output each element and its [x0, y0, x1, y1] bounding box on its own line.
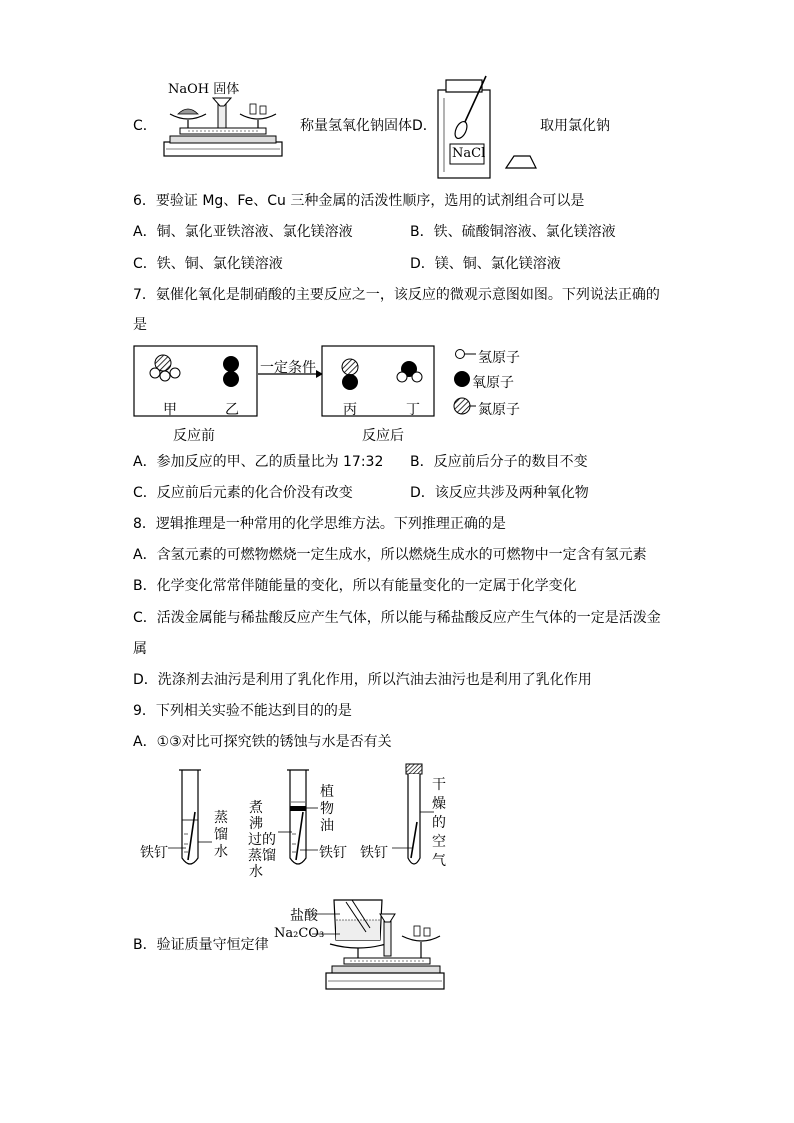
na2co3-label: Na₂CO₃ [274, 926, 325, 941]
legend-oxygen: 氧原子 [472, 375, 514, 391]
q8-option-d: D．洗涤剂去油污是利用了乳化作用，所以汽油去油污也是利用了乳化作用 [133, 672, 592, 688]
test-tubes-figure [170, 762, 440, 874]
legend-hydrogen: 氢原子 [478, 350, 520, 366]
q6-option-c: C．铁、铜、氯化镁溶液 [133, 256, 283, 272]
reactant-a-label: 甲 [163, 402, 177, 418]
option-c-caption: 称量氢氧化钠固体 [300, 118, 412, 134]
reaction-condition: 一定条件 [260, 360, 316, 376]
q8-option-c-line2: 属 [133, 641, 147, 657]
tube2-nail-label: 铁钉 [319, 845, 347, 861]
nacl-bottle-label: NaCl [452, 146, 486, 161]
q7-option-a: A．参加反应的甲、乙的质量比为 17:32 [133, 454, 384, 470]
reactant-b-label: 乙 [225, 402, 239, 418]
option-d-caption: 取用氯化钠 [540, 118, 610, 134]
tube1-nail-label: 铁钉 [140, 845, 168, 861]
product-c-label: 丙 [343, 402, 357, 418]
q8-option-b: B．化学变化常常伴随能量的变化，所以有能量变化的一定属于化学变化 [133, 578, 577, 594]
q9-option-b: B．验证质量守恒定律 [133, 937, 269, 953]
q7-option-c: C．反应前后元素的化合价没有改变 [133, 485, 353, 501]
q9-option-a: A．①③对比可探究铁的锈蚀与水是否有关 [133, 734, 392, 750]
naoh-label: NaOH 固体 [168, 82, 240, 97]
legend-nitrogen: 氮原子 [478, 402, 520, 418]
nacl-bottle-figure [432, 72, 542, 182]
option-d-letter: D． [412, 118, 437, 134]
after-label: 反应后 [362, 428, 404, 444]
q6-option-a: A．铜、氯化亚铁溶液、氯化镁溶液 [133, 224, 353, 240]
q8-option-a: A．含氢元素的可燃物燃烧一定生成水，所以燃烧生成水的可燃物中一定含有氢元素 [133, 547, 647, 563]
q8-stem: 8．逻辑推理是一种常用的化学思维方法。下列推理正确的是 [133, 516, 506, 532]
balance-beaker-figure [318, 896, 444, 994]
tube1-water-label: 蒸 馏 水 [214, 810, 228, 860]
tube3-air-label: 干 燥 的 空 气 [432, 777, 446, 869]
q6-stem: 6．要验证 Mg、Fe、Cu 三种金属的活泼性顺序，选用的试剂组合可以是 [133, 193, 585, 209]
before-label: 反应前 [173, 428, 215, 444]
q7-option-d: D．该反应共涉及两种氧化物 [410, 485, 589, 501]
tube3-nail-label: 铁钉 [360, 845, 388, 861]
product-d-label: 丁 [406, 402, 420, 418]
tube2-boiled-water-label: 煮 沸 过的 蒸馏 水 [248, 800, 276, 880]
q7-option-b: B．反应前后分子的数目不变 [410, 454, 588, 470]
q7-stem-line1: 7．氨催化氧化是制硝酸的主要反应之一，该反应的微观示意图如图。下列说法正确的 [133, 287, 660, 303]
q8-option-c-line1: C．活泼金属能与稀盐酸反应产生气体，所以能与稀盐酸反应产生气体的一定是活泼金 [133, 610, 661, 626]
tube2-oil-label: 植 物 油 [320, 784, 334, 834]
balance-naoh-figure [158, 92, 288, 162]
q7-stem-line2: 是 [133, 317, 147, 333]
q9-stem: 9．下列相关实验不能达到目的的是 [133, 703, 352, 719]
q6-option-d: D．镁、铜、氯化镁溶液 [410, 256, 561, 272]
option-c-letter: C． [133, 118, 157, 134]
hcl-label: 盐酸 [290, 908, 318, 924]
q6-option-b: B．铁、硫酸铜溶液、氯化镁溶液 [410, 224, 616, 240]
